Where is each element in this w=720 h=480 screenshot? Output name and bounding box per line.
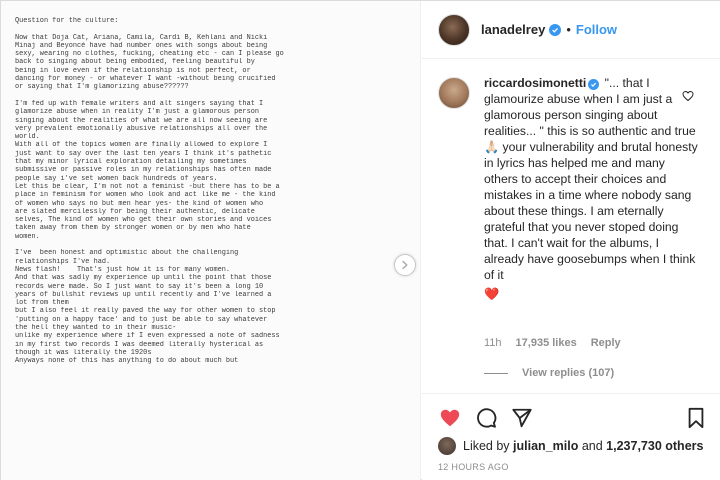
heart-emoji: ❤️	[484, 287, 500, 301]
note-line: of women who says no but men hear yes- the kind of women who	[15, 199, 264, 208]
note-line: unlike my experience where if I even expressed a note of sadness	[15, 332, 280, 341]
likes-and: and	[581, 439, 603, 453]
note-line: though it was literally the 1920s	[15, 348, 152, 357]
comment-text: "... that I glamourize abuse when I am just a glamorous person singing about realities... " this is so authentic and true 🙏🏻 your vulnerability and brutal honesty in lyrics has helped me and many others to accept their choices and mistakes in a time where nobody sang about these things. I am eternally grateful that you never stoped doing that. I can't wait for the albums, I already have goosebumps when I think of it	[484, 76, 698, 282]
paper-plane-icon	[511, 407, 533, 429]
note-line: the hell they wanted to in their music-	[15, 323, 177, 332]
comment-meta	[484, 337, 621, 349]
verified-badge-icon	[588, 79, 599, 90]
note-line: News flash! That's just how it is for many women.	[15, 265, 231, 274]
chevron-right-icon	[400, 260, 410, 270]
comment-time: 11h	[484, 337, 502, 349]
author-avatar[interactable]	[438, 14, 470, 46]
note-line: I'm fed up with female writers and alt singers saying that I	[15, 99, 264, 108]
heart-outline-icon	[682, 90, 694, 102]
note-line: very prevalent emotionally abusive relationships all over the	[15, 124, 268, 133]
likes-summary	[438, 437, 703, 455]
note-line: singing about the realities of what we are all now seeing are	[15, 116, 268, 125]
note-line	[15, 25, 411, 33]
post-image[interactable]	[1, 1, 421, 480]
commenter-avatar[interactable]	[438, 77, 470, 109]
note-line: sexy, wearing no clothes, fucking, cheating etc - can I please go	[15, 50, 284, 59]
note-line: women.	[15, 232, 40, 241]
follow-button[interactable]: Follow	[575, 22, 618, 37]
post-sidebar	[422, 1, 720, 480]
note-line: dancing for money - or whatever I want -without being crucified	[15, 75, 276, 84]
likes-others-count[interactable]: 1,237,730 others	[606, 439, 704, 453]
view-replies-label: View replies (107)	[522, 367, 615, 379]
note-line: people say i've set women back hundreds of years.	[15, 174, 218, 183]
comment-body	[484, 75, 702, 302]
note-line: lot from them	[15, 299, 69, 308]
note-line: or saying that I'm glamorizing abuse??????	[15, 83, 189, 92]
comment-section	[422, 75, 720, 302]
likes-prefix: Liked by	[463, 439, 510, 453]
heart-filled-icon	[439, 407, 461, 429]
note-line: that my minor lyrical exploration detailing my sometimes	[15, 158, 247, 167]
liker-username[interactable]: julian_milo	[513, 439, 579, 453]
header-separator: •	[566, 22, 571, 37]
liker-avatar[interactable]	[438, 437, 456, 455]
note-line: Now that Doja Cat, Ariana, Camila, Cardi B, Kehlani and Nicki	[15, 33, 268, 42]
note-line: are slated mercilessly for being their authentic, delicate	[15, 207, 255, 216]
comment	[422, 75, 720, 302]
note-line: just want to say over the last ten years I think it's pathetic	[15, 149, 272, 158]
note-line: relationships I've had.	[15, 257, 111, 266]
save-button[interactable]	[684, 406, 708, 430]
note-line: being in love even if the relationship is not perfect, or	[15, 66, 251, 75]
note-line: I've been honest and optimistic about the challenging	[15, 249, 239, 258]
note-line: Let this be clear, I'm not not a feminist -but there has to be a	[15, 182, 280, 191]
note-line: Question for the culture:	[15, 17, 119, 25]
note-line: records were made. So I just want to say it's been a long 10	[15, 282, 264, 291]
note-line	[15, 241, 411, 249]
note-line	[15, 92, 411, 100]
next-image-button[interactable]	[394, 254, 416, 276]
comment-likes-count[interactable]: 17,935 likes	[515, 337, 577, 349]
note-line: Minaj and Beyoncé have had number ones with songs about being	[15, 41, 268, 50]
comment-like-button[interactable]	[682, 89, 694, 107]
note-line: 'putting on a happy face' and to just be able to say whatever	[15, 315, 268, 324]
bookmark-icon	[686, 407, 706, 429]
note-line: glamorize abuse when in reality I'm just a glamorous person	[15, 108, 259, 117]
reply-button[interactable]: Reply	[590, 337, 621, 349]
note-line: taken away from them by stronger women or by men who hate	[15, 224, 251, 233]
note-line: selves, The kind of women who get their own stories and voices	[15, 216, 272, 225]
note-line: Anyways none of this has anything to do about much but	[15, 357, 239, 366]
note-line: in my first two records I was deemed literally hysterical as	[15, 340, 264, 349]
note-line: back to singing about being embodied, feeling beautiful by	[15, 58, 255, 67]
note-line: With all of the topics women are finally allowed to explore I	[15, 141, 268, 150]
note-line: world.	[15, 133, 40, 142]
post-header	[422, 1, 720, 59]
like-button[interactable]	[438, 406, 462, 430]
note-line: but I also feel it really paved the way for other women to stop	[15, 307, 276, 316]
note-line: submissive or passive roles in my relationships has often made	[15, 166, 272, 175]
author-username[interactable]: lanadelrey	[481, 22, 546, 37]
verified-badge-icon	[549, 24, 561, 36]
note-line: years of bullshit reviews up until recently and I've learned a	[15, 290, 272, 299]
speech-bubble-icon	[475, 407, 497, 429]
typed-note	[15, 17, 411, 365]
view-replies-button[interactable]	[484, 367, 614, 379]
comment-button[interactable]	[474, 406, 498, 430]
note-line: And that was sadly my experience up until the point that those	[15, 274, 272, 283]
note-line: place in feminism for women who look and act like me - the kind	[15, 191, 276, 200]
share-button[interactable]	[510, 406, 534, 430]
commenter-username[interactable]: riccardosimonetti	[484, 76, 587, 90]
post-timestamp: 12 HOURS AGO	[438, 462, 509, 472]
replies-divider	[484, 373, 508, 374]
post-actions	[422, 393, 720, 438]
